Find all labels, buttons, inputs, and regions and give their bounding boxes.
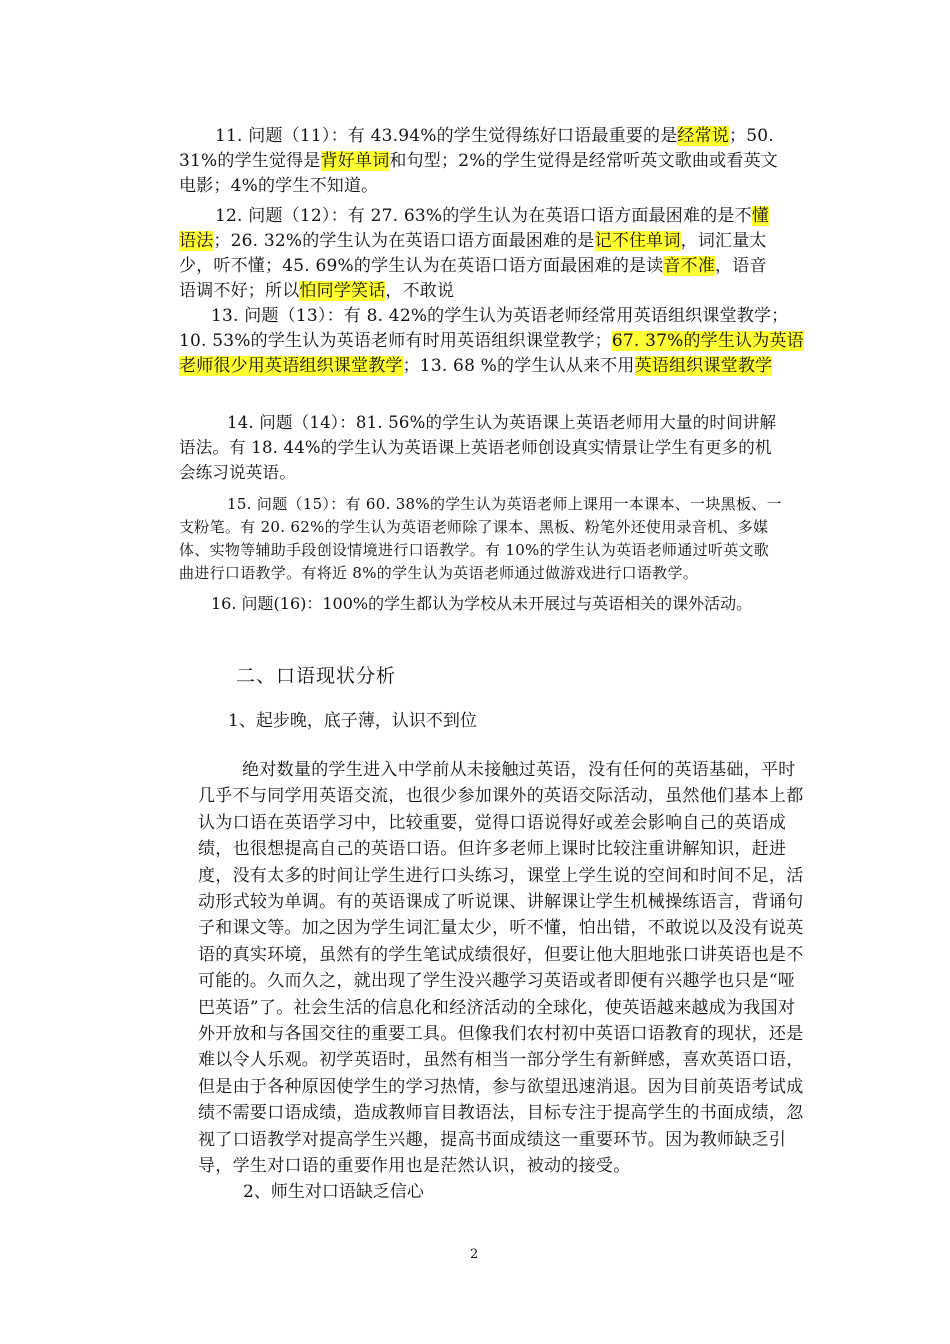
q12-text-e: ，不敢说 bbox=[385, 281, 455, 301]
subheading-1: 1、起步晚，底子薄，认识不到位 bbox=[228, 711, 477, 731]
paragraph-question-13-rest bbox=[179, 329, 809, 379]
q13-highlight-b: 英语组织课堂教学 bbox=[634, 356, 773, 376]
paragraph-question-15: 15. 问题（15）：有 60. 38%的学生认为英语老师上课用一本课本、一块黑板、一支粉笔。有 20. 62%的学生认为英语老师除了课本、黑板、粉笔外还使用录音机、多媒体、实物等辅助手段创设情境进行口语教学。有 10%的学生认为英语老师通过听英文歌曲进行口语教学。有将近 8%的学生认为英语老师通过做游戏进行口语教学。 bbox=[179, 495, 782, 582]
q11-highlight-b: 背好单词 bbox=[320, 151, 390, 171]
q13-text-b: ；13. 68 %的学生认从来不用 bbox=[402, 356, 635, 376]
q12-text-c: ，词汇量太少，听不懂；45. 69%的学生认为在英语口语方面最困难的是读 bbox=[179, 231, 767, 276]
q12-text-b: ；26. 32%的学生认为在英语口语方面最困难的是 bbox=[213, 231, 595, 251]
q12-highlight-a: 懂语法 bbox=[179, 206, 770, 251]
subheading-2: 2、师生对口语缺乏信心 bbox=[243, 1182, 424, 1202]
body-paragraph-1: 绝对数量的学生进入中学前从未接触过英语，没有任何的英语基础，平时几乎不与同学用英语交流，也很少参加课外的英语交际活动，虽然他们基本上都认为口语在英语学习中，比较重要，觉得口语说得好或差会影响自己的英语成绩，也很想提高自己的英语口语。但许多老师上课时比较注重讲解知识，赶进度，没有太多的时间让学生进行口头练习，课堂上学生说的空间和时间不足，活动形式较为单调。有的英语课成了听说课、讲解课让学生机械操练语言，背诵句子和课文等。加之因为学生词汇量太少，听不懂，怕出错，不敢说以及没有说英语的真实环境，虽然有的学生笔试成绩很好，但要让他大胆地张口讲英语也是不可能的。久而久之，就出现了学生没兴趣学习英语或者即便有兴趣学也只是“哑巴英语”了。社会生活的信息化和经济活动的全球化，使英语越来越成为我国对外开放和与各国交往的重要工具。但像我们农村初中英语口语教育的现状，还是难以令人乐观。初学英语时，虽然有相当一部分学生有新鲜感，喜欢英语口语，但是由于各种原因使学生的学习热情，参与欲望迅速消退。因为目前英语考试成绩不需要口语成绩，造成教师盲目教语法，目标专注于提高学生的书面成绩，忽视了口语教学对提高学生兴趣，提高书面成绩这一重要环节。因为教师缺乏引导，学生对口语的重要作用也是茫然认识，被动的接受。 bbox=[198, 760, 804, 1177]
q13-text-a: 10. 53%的学生认为英语老师有时用英语组织课堂教学； bbox=[179, 331, 612, 351]
paragraph-question-12 bbox=[179, 204, 783, 304]
page-number: 2 bbox=[470, 1247, 479, 1262]
q11-text-b: ；50. 31%的学生觉得是 bbox=[179, 126, 774, 171]
q12-text-d: ，语音语调不好；所以 bbox=[179, 256, 767, 301]
q11-highlight-a: 经常说 bbox=[677, 126, 730, 146]
paragraph-question-11 bbox=[179, 124, 783, 199]
q12-highlight-d: 怕同学笑话 bbox=[299, 281, 386, 301]
q11-text-a: 11. 问题（11）：有 43.94%的学生觉得练好口语最重要的是 bbox=[215, 126, 678, 146]
paragraph-question-16: 16. 问题(16)：100%的学生都认为学校从未开展过与英语相关的课外活动。 bbox=[211, 594, 753, 613]
paragraph-question-13-line1: 13. 问题（13）：有 8. 42%的学生认为英语老师经常用英语组织课堂教学； bbox=[211, 306, 789, 326]
paragraph-question-14: 14. 问题（14）：81. 56%的学生认为英语课上英语老师用大量的时间讲解语法。有 18. 44%的学生认为英语课上英语老师创设真实情景让学生有更多的机会练习说英语。 bbox=[179, 413, 777, 482]
q13-highlight-a: 67. 37%的学生认为英语老师很少用英语组织课堂教学 bbox=[179, 331, 804, 376]
q11-text-c: 和句型；2%的学生觉得是经常听英文歌曲或看英文电影；4%的学生不知道。 bbox=[179, 151, 778, 196]
q12-highlight-b: 记不住单词 bbox=[594, 231, 681, 251]
q12-highlight-c: 音不准 bbox=[663, 256, 716, 276]
q12-text-a: 12. 问题（12）：有 27. 63%的学生认为在英语口语方面最困难的是不 bbox=[215, 206, 752, 226]
section-heading: 二、口语现状分析 bbox=[236, 665, 397, 687]
